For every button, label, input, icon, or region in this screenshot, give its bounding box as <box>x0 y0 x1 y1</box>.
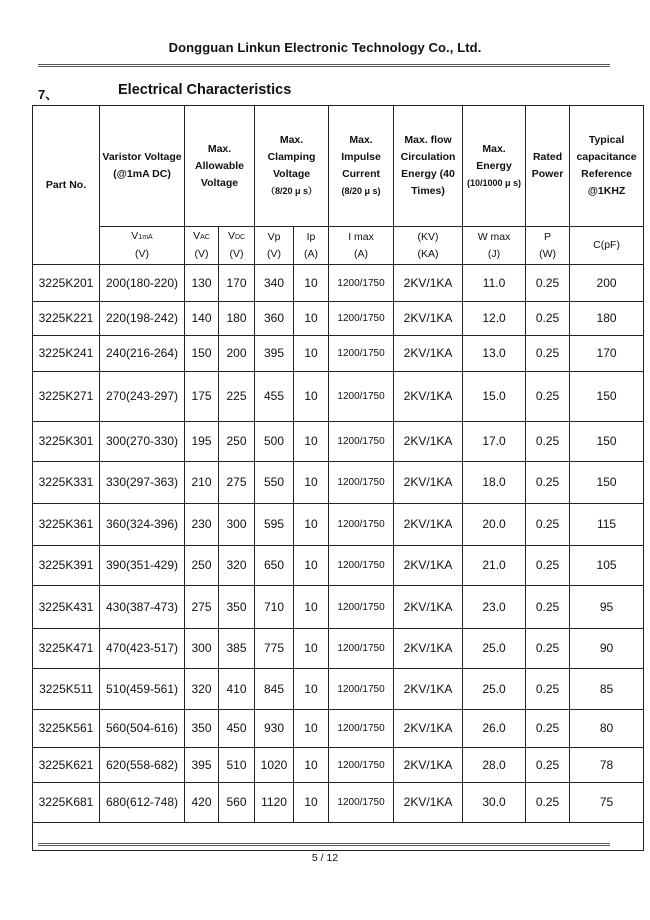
unit-kv: (KV) (KA) <box>394 227 463 265</box>
cell-wmax: 26.0 <box>463 710 526 748</box>
cell-vp: 845 <box>255 669 294 710</box>
cell-vac: 420 <box>185 783 219 823</box>
cell-varistor-voltage: 360(324-396) <box>100 504 185 546</box>
cell-rated-power: 0.25 <box>526 504 570 546</box>
table-row <box>33 669 644 710</box>
header-max-allowable-voltage: Max. Allowable Voltage <box>185 106 255 227</box>
cell-ip: 10 <box>294 669 329 710</box>
cell-ip: 10 <box>294 710 329 748</box>
cell-imax: 1200/1750 <box>329 372 394 422</box>
clamping-pulse: （8/20 μ s） <box>266 186 318 196</box>
bottom-divider <box>38 843 610 846</box>
header-max-clamping-voltage <box>255 106 329 227</box>
cell-vp: 550 <box>255 462 294 504</box>
cell-rated-power: 0.25 <box>526 372 570 422</box>
cell-rated-power: 0.25 <box>526 710 570 748</box>
cell-imax: 1200/1750 <box>329 422 394 462</box>
cell-rated-power: 0.25 <box>526 302 570 336</box>
cell-capacitance: 95 <box>570 586 644 629</box>
cell-wmax: 25.0 <box>463 629 526 669</box>
header-part-no: Part No. <box>33 106 100 265</box>
cell-vp: 455 <box>255 372 294 422</box>
cell-varistor-voltage: 220(198-242) <box>100 302 185 336</box>
cell-flow-energy: 2KV/1KA <box>394 783 463 823</box>
cell-vac: 150 <box>185 336 219 372</box>
cell-varistor-voltage: 240(216-264) <box>100 336 185 372</box>
cell-part-no: 3225K331 <box>33 462 100 504</box>
cell-part-no: 3225K221 <box>33 302 100 336</box>
table-row <box>33 336 644 372</box>
empty-cell <box>33 823 644 851</box>
table-row <box>33 504 644 546</box>
cell-varistor-voltage: 620(558-682) <box>100 748 185 783</box>
cell-vac: 320 <box>185 669 219 710</box>
cell-flow-energy: 2KV/1KA <box>394 336 463 372</box>
impulse-pulse: (8/20 μ s) <box>341 186 381 196</box>
cell-vp: 650 <box>255 546 294 586</box>
cell-vac: 195 <box>185 422 219 462</box>
impulse-label: Max. Impulse Current <box>341 134 381 180</box>
cell-ip: 10 <box>294 302 329 336</box>
cell-part-no: 3225K241 <box>33 336 100 372</box>
header-rated-power: Rated Power <box>526 106 570 227</box>
cell-varistor-voltage: 430(387-473) <box>100 586 185 629</box>
cell-ip: 10 <box>294 462 329 504</box>
cell-vp: 930 <box>255 710 294 748</box>
page-number: 5 / 12 <box>311 852 339 864</box>
cell-vac: 230 <box>185 504 219 546</box>
cell-imax: 1200/1750 <box>329 748 394 783</box>
unit-wmax: W max (J) <box>463 227 526 265</box>
cell-rated-power: 0.25 <box>526 265 570 302</box>
cell-ip: 10 <box>294 336 329 372</box>
cell-varistor-voltage: 470(423-517) <box>100 629 185 669</box>
unit-imax: I max (A) <box>329 227 394 265</box>
cell-capacitance: 85 <box>570 669 644 710</box>
top-divider <box>38 64 610 67</box>
cell-imax: 1200/1750 <box>329 629 394 669</box>
cell-imax: 1200/1750 <box>329 504 394 546</box>
cell-imax: 1200/1750 <box>329 336 394 372</box>
cell-capacitance: 150 <box>570 372 644 422</box>
cell-capacitance: 90 <box>570 629 644 669</box>
cell-vdc: 170 <box>219 265 255 302</box>
section-number: 7、 <box>38 87 59 102</box>
units-row <box>33 227 644 265</box>
unit-vp: Vp (V) <box>255 227 294 265</box>
cell-capacitance: 75 <box>570 783 644 823</box>
table-row <box>33 586 644 629</box>
cell-ip: 10 <box>294 586 329 629</box>
cell-varistor-voltage: 510(459-561) <box>100 669 185 710</box>
cell-vdc: 225 <box>219 372 255 422</box>
section-title: Electrical Characteristics <box>118 82 292 98</box>
cell-ip: 10 <box>294 265 329 302</box>
cell-ip: 10 <box>294 748 329 783</box>
cell-vac: 275 <box>185 586 219 629</box>
cell-part-no: 3225K201 <box>33 265 100 302</box>
cell-imax: 1200/1750 <box>329 265 394 302</box>
cell-rated-power: 0.25 <box>526 422 570 462</box>
cell-rated-power: 0.25 <box>526 748 570 783</box>
table-row <box>33 265 644 302</box>
cell-rated-power: 0.25 <box>526 783 570 823</box>
cell-ip: 10 <box>294 546 329 586</box>
cell-vp: 1020 <box>255 748 294 783</box>
cell-wmax: 28.0 <box>463 748 526 783</box>
electrical-characteristics-table <box>32 105 644 851</box>
cell-imax: 1200/1750 <box>329 586 394 629</box>
cell-vp: 710 <box>255 586 294 629</box>
table-row <box>33 372 644 422</box>
cell-flow-energy: 2KV/1KA <box>394 504 463 546</box>
cell-flow-energy: 2KV/1KA <box>394 422 463 462</box>
company-name: Dongguan Linkun Electronic Technology Co., Ltd. <box>168 40 482 55</box>
cell-wmax: 25.0 <box>463 669 526 710</box>
cell-imax: 1200/1750 <box>329 546 394 586</box>
cell-imax: 1200/1750 <box>329 462 394 504</box>
unit-vac: VAC (V) <box>185 227 219 265</box>
header-max-impulse-current <box>329 106 394 227</box>
cell-imax: 1200/1750 <box>329 669 394 710</box>
cell-flow-energy: 2KV/1KA <box>394 710 463 748</box>
cell-varistor-voltage: 270(243-297) <box>100 372 185 422</box>
cell-flow-energy: 2KV/1KA <box>394 302 463 336</box>
cell-flow-energy: 2KV/1KA <box>394 265 463 302</box>
table-row <box>33 710 644 748</box>
cell-vdc: 275 <box>219 462 255 504</box>
unit-vdc: VDC (V) <box>219 227 255 265</box>
cell-vp: 595 <box>255 504 294 546</box>
table-row <box>33 422 644 462</box>
cell-ip: 10 <box>294 783 329 823</box>
cell-vdc: 510 <box>219 748 255 783</box>
cell-part-no: 3225K621 <box>33 748 100 783</box>
header-typical-capacitance: Typical capacitance Reference @1KHZ <box>570 106 644 227</box>
cell-vp: 500 <box>255 422 294 462</box>
cell-vdc: 385 <box>219 629 255 669</box>
cell-rated-power: 0.25 <box>526 336 570 372</box>
cell-ip: 10 <box>294 504 329 546</box>
cell-wmax: 12.0 <box>463 302 526 336</box>
cell-varistor-voltage: 560(504-616) <box>100 710 185 748</box>
cell-rated-power: 0.25 <box>526 586 570 629</box>
cell-vac: 175 <box>185 372 219 422</box>
cell-imax: 1200/1750 <box>329 710 394 748</box>
cell-part-no: 3225K431 <box>33 586 100 629</box>
cell-part-no: 3225K361 <box>33 504 100 546</box>
cell-part-no: 3225K561 <box>33 710 100 748</box>
cell-capacitance: 78 <box>570 748 644 783</box>
cell-wmax: 15.0 <box>463 372 526 422</box>
cell-capacitance: 115 <box>570 504 644 546</box>
cell-part-no: 3225K391 <box>33 546 100 586</box>
cell-flow-energy: 2KV/1KA <box>394 586 463 629</box>
cell-wmax: 21.0 <box>463 546 526 586</box>
unit-cpf: C(pF) <box>570 227 644 265</box>
cell-vdc: 180 <box>219 302 255 336</box>
cell-vp: 1120 <box>255 783 294 823</box>
cell-vp: 340 <box>255 265 294 302</box>
unit-ip: Ip (A) <box>294 227 329 265</box>
cell-ip: 10 <box>294 422 329 462</box>
cell-rated-power: 0.25 <box>526 546 570 586</box>
cell-vac: 210 <box>185 462 219 504</box>
cell-vp: 395 <box>255 336 294 372</box>
cell-wmax: 23.0 <box>463 586 526 629</box>
cell-part-no: 3225K301 <box>33 422 100 462</box>
cell-vdc: 450 <box>219 710 255 748</box>
cell-flow-energy: 2KV/1KA <box>394 748 463 783</box>
cell-vac: 350 <box>185 710 219 748</box>
cell-rated-power: 0.25 <box>526 462 570 504</box>
cell-capacitance: 150 <box>570 422 644 462</box>
unit-v1ma: V1mA (V) <box>100 227 185 265</box>
cell-imax: 1200/1750 <box>329 783 394 823</box>
table-row <box>33 629 644 669</box>
table-row <box>33 546 644 586</box>
cell-vp: 360 <box>255 302 294 336</box>
cell-flow-energy: 2KV/1KA <box>394 546 463 586</box>
cell-part-no: 3225K511 <box>33 669 100 710</box>
cell-ip: 10 <box>294 372 329 422</box>
table-row <box>33 302 644 336</box>
header-row <box>33 106 644 227</box>
cell-ip: 10 <box>294 629 329 669</box>
cell-part-no: 3225K271 <box>33 372 100 422</box>
cell-wmax: 18.0 <box>463 462 526 504</box>
cell-part-no: 3225K471 <box>33 629 100 669</box>
cell-vdc: 300 <box>219 504 255 546</box>
header-max-energy <box>463 106 526 227</box>
cell-capacitance: 180 <box>570 302 644 336</box>
cell-vdc: 350 <box>219 586 255 629</box>
cell-vdc: 560 <box>219 783 255 823</box>
header-varistor-voltage: Varistor Voltage (@1mA DC) <box>100 106 185 227</box>
cell-vdc: 200 <box>219 336 255 372</box>
cell-capacitance: 105 <box>570 546 644 586</box>
cell-wmax: 13.0 <box>463 336 526 372</box>
table-row <box>33 748 644 783</box>
table-row <box>33 783 644 823</box>
cell-flow-energy: 2KV/1KA <box>394 462 463 504</box>
cell-varistor-voltage: 390(351-429) <box>100 546 185 586</box>
cell-varistor-voltage: 330(297-363) <box>100 462 185 504</box>
cell-capacitance: 80 <box>570 710 644 748</box>
cell-vac: 250 <box>185 546 219 586</box>
cell-wmax: 17.0 <box>463 422 526 462</box>
cell-capacitance: 150 <box>570 462 644 504</box>
table-row <box>33 462 644 504</box>
clamping-label: Max. Clamping Voltage <box>267 134 316 180</box>
cell-vdc: 320 <box>219 546 255 586</box>
cell-imax: 1200/1750 <box>329 302 394 336</box>
cell-wmax: 30.0 <box>463 783 526 823</box>
cell-flow-energy: 2KV/1KA <box>394 372 463 422</box>
cell-wmax: 20.0 <box>463 504 526 546</box>
cell-varistor-voltage: 200(180-220) <box>100 265 185 302</box>
cell-wmax: 11.0 <box>463 265 526 302</box>
cell-vac: 130 <box>185 265 219 302</box>
cell-vac: 300 <box>185 629 219 669</box>
header-max-flow-energy: Max. flow Circulation Energy (40 Times) <box>394 106 463 227</box>
cell-varistor-voltage: 680(612-748) <box>100 783 185 823</box>
cell-capacitance: 200 <box>570 265 644 302</box>
cell-vac: 140 <box>185 302 219 336</box>
unit-p: P (W) <box>526 227 570 265</box>
energy-label: Max. Energy <box>476 142 512 172</box>
cell-flow-energy: 2KV/1KA <box>394 669 463 710</box>
cell-vdc: 410 <box>219 669 255 710</box>
cell-rated-power: 0.25 <box>526 629 570 669</box>
empty-row <box>33 823 644 851</box>
energy-pulse: (10/1000 μ s) <box>467 177 522 188</box>
cell-vp: 775 <box>255 629 294 669</box>
cell-vdc: 250 <box>219 422 255 462</box>
cell-vac: 395 <box>185 748 219 783</box>
cell-varistor-voltage: 300(270-330) <box>100 422 185 462</box>
cell-part-no: 3225K681 <box>33 783 100 823</box>
cell-capacitance: 170 <box>570 336 644 372</box>
cell-flow-energy: 2KV/1KA <box>394 629 463 669</box>
cell-rated-power: 0.25 <box>526 669 570 710</box>
